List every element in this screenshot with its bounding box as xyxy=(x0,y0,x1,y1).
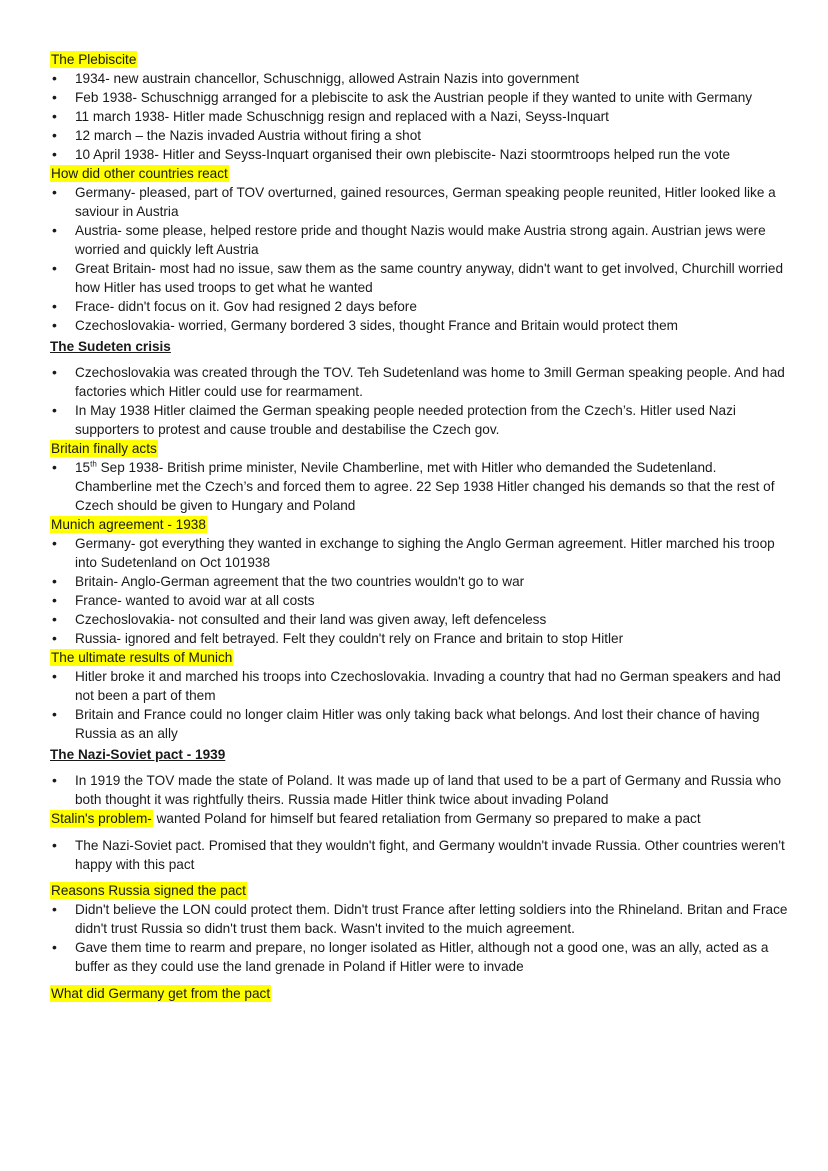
section-heading: The Sudeten crisis xyxy=(50,339,171,354)
bullet-list xyxy=(50,534,788,648)
list-item: • Britain and France could no longer claim Hitler was only taking back what belongs. And lost their chance of having Russia as an ally xyxy=(50,705,788,743)
list-item: • In May 1938 Hitler claimed the German speaking people needed protection from the Czech’s. Hitler used Nazi supporters to protest and cause trouble and destabilise the Czech gov. xyxy=(50,401,788,439)
section-heading: What did Germany get from the pact xyxy=(51,986,271,1001)
list-item: • 1934- new austrain chancellor, Schuschnigg, allowed Astrain Nazis into government xyxy=(50,69,788,88)
bullet-list xyxy=(50,900,788,976)
section-heading: Munich agreement - 1938 xyxy=(51,517,206,532)
bullet-list xyxy=(50,771,788,809)
list-item: • Czechoslovakia was created through the TOV. Teh Sudetenland was home to 3mill German speaking people. And had factories which Hitler could use for rearmament. xyxy=(50,363,788,401)
list-item: • Hitler broke it and marched his troops into Czechoslovakia. Invading a country that had no German speakers and had not been a part of them xyxy=(50,667,788,705)
bullet-list xyxy=(50,836,788,874)
list-item: • Czechoslovakia- not consulted and their land was given away, left defenceless xyxy=(50,610,788,629)
section-reasons-russia-signed xyxy=(50,881,788,976)
section-heading: Reasons Russia signed the pact xyxy=(51,883,246,898)
list-item: • 12 march – the Nazis invaded Austria without firing a shot xyxy=(50,126,788,145)
list-item: • Germany- pleased, part of TOV overturned, gained resources, German speaking people reunited, Hitler looked like a saviour in Austria xyxy=(50,183,788,221)
list-item: • Czechoslovakia- worried, Germany bordered 3 sides, thought France and Britain would protect them xyxy=(50,316,788,335)
list-item: • Gave them time to rearm and prepare, no longer isolated as Hitler, although not a good one, was an ally, acted as a buffer as they could use the land grenade in Poland if Hitler were to invade xyxy=(50,938,788,976)
section-britain-acts xyxy=(50,439,788,515)
list-item: • Great Britain- most had no issue, saw them as the same country anyway, didn't want to get involved, Churchill worried how Hitler has used troops to get what he wanted xyxy=(50,259,788,297)
list-item: • 11 march 1938- Hitler made Schuschnigg resign and replaced with a Nazi, Seyss-Inquart xyxy=(50,107,788,126)
section-heading: Britain finally acts xyxy=(51,441,157,456)
list-item: • Russia- ignored and felt betrayed. Felt they couldn't rely on France and britain to stop Hitler xyxy=(50,629,788,648)
section-heading: The Plebiscite xyxy=(51,52,137,67)
section-heading: Stalin's problem- xyxy=(51,811,152,826)
section-munich-agreement xyxy=(50,515,788,648)
list-item: • Britain- Anglo-German agreement that the two countries wouldn't go to war xyxy=(50,572,788,591)
bullet-list xyxy=(50,183,788,335)
section-heading: The Nazi-Soviet pact - 1939 xyxy=(50,747,226,762)
bullet-list xyxy=(50,363,788,439)
list-item: • Feb 1938- Schuschnigg arranged for a plebiscite to ask the Austrian people if they wanted to unite with Germany xyxy=(50,88,788,107)
list-item: • Germany- got everything they wanted in exchange to sighing the Anglo German agreement. Hitler marched his troop into Sudetenland on Oct 101938 xyxy=(50,534,788,572)
bullet-list xyxy=(50,458,788,515)
list-item: • France- wanted to avoid war at all costs xyxy=(50,591,788,610)
bullet-list xyxy=(50,667,788,743)
section-results-of-munich xyxy=(50,648,788,743)
list-item: • Austria- some please, helped restore pride and thought Nazis would make Austria strong again. Austrian jews were worried and quickly left Austria xyxy=(50,221,788,259)
section-heading: How did other countries react xyxy=(51,166,228,181)
section-heading: The ultimate results of Munich xyxy=(51,650,233,665)
list-item: • 15th Sep 1938- British prime minister, Nevile Chamberline, met with Hitler who demanded the Sudetenland. Chamberline met the Czech’s and forced them to agree. 22 Sep 1938 Hitler changed his demands so that the rest of Czech should be given to Hungary and Poland xyxy=(50,458,788,515)
section-sudeten-crisis xyxy=(50,335,788,439)
section-reactions xyxy=(50,164,788,335)
section-stalins-problem xyxy=(50,809,788,874)
list-item: • The Nazi-Soviet pact. Promised that they wouldn't fight, and Germany wouldn't invade Russia. Other countries weren't happy with this pact xyxy=(50,836,788,874)
list-item: • Frace- didn't focus on it. Gov had resigned 2 days before xyxy=(50,297,788,316)
bullet-list xyxy=(50,69,788,164)
ordinal-suffix: th xyxy=(90,459,97,469)
section-plebiscite xyxy=(50,50,788,164)
list-item: • In 1919 the TOV made the state of Poland. It was made up of land that used to be a part of Germany and Russia who both thought it was rightfully theirs. Russia made Hitler think twice about invading Poland xyxy=(50,771,788,809)
list-item: • 10 April 1938- Hitler and Seyss-Inquart organised their own plebiscite- Nazi stoormtroops helped run the vote xyxy=(50,145,788,164)
list-item: • Didn't believe the LON could protect them. Didn't trust France after letting soldiers into the Rhineland. Britan and Frace didn't trust Russia so didn't trust them back. Wasn't invited to the muich agreement. xyxy=(50,900,788,938)
stalin-text: wanted Poland for himself but feared retaliation from Germany so prepared to make a pact xyxy=(152,811,701,826)
section-nazi-soviet-pact xyxy=(50,743,788,809)
section-germany-gains xyxy=(50,984,788,1003)
